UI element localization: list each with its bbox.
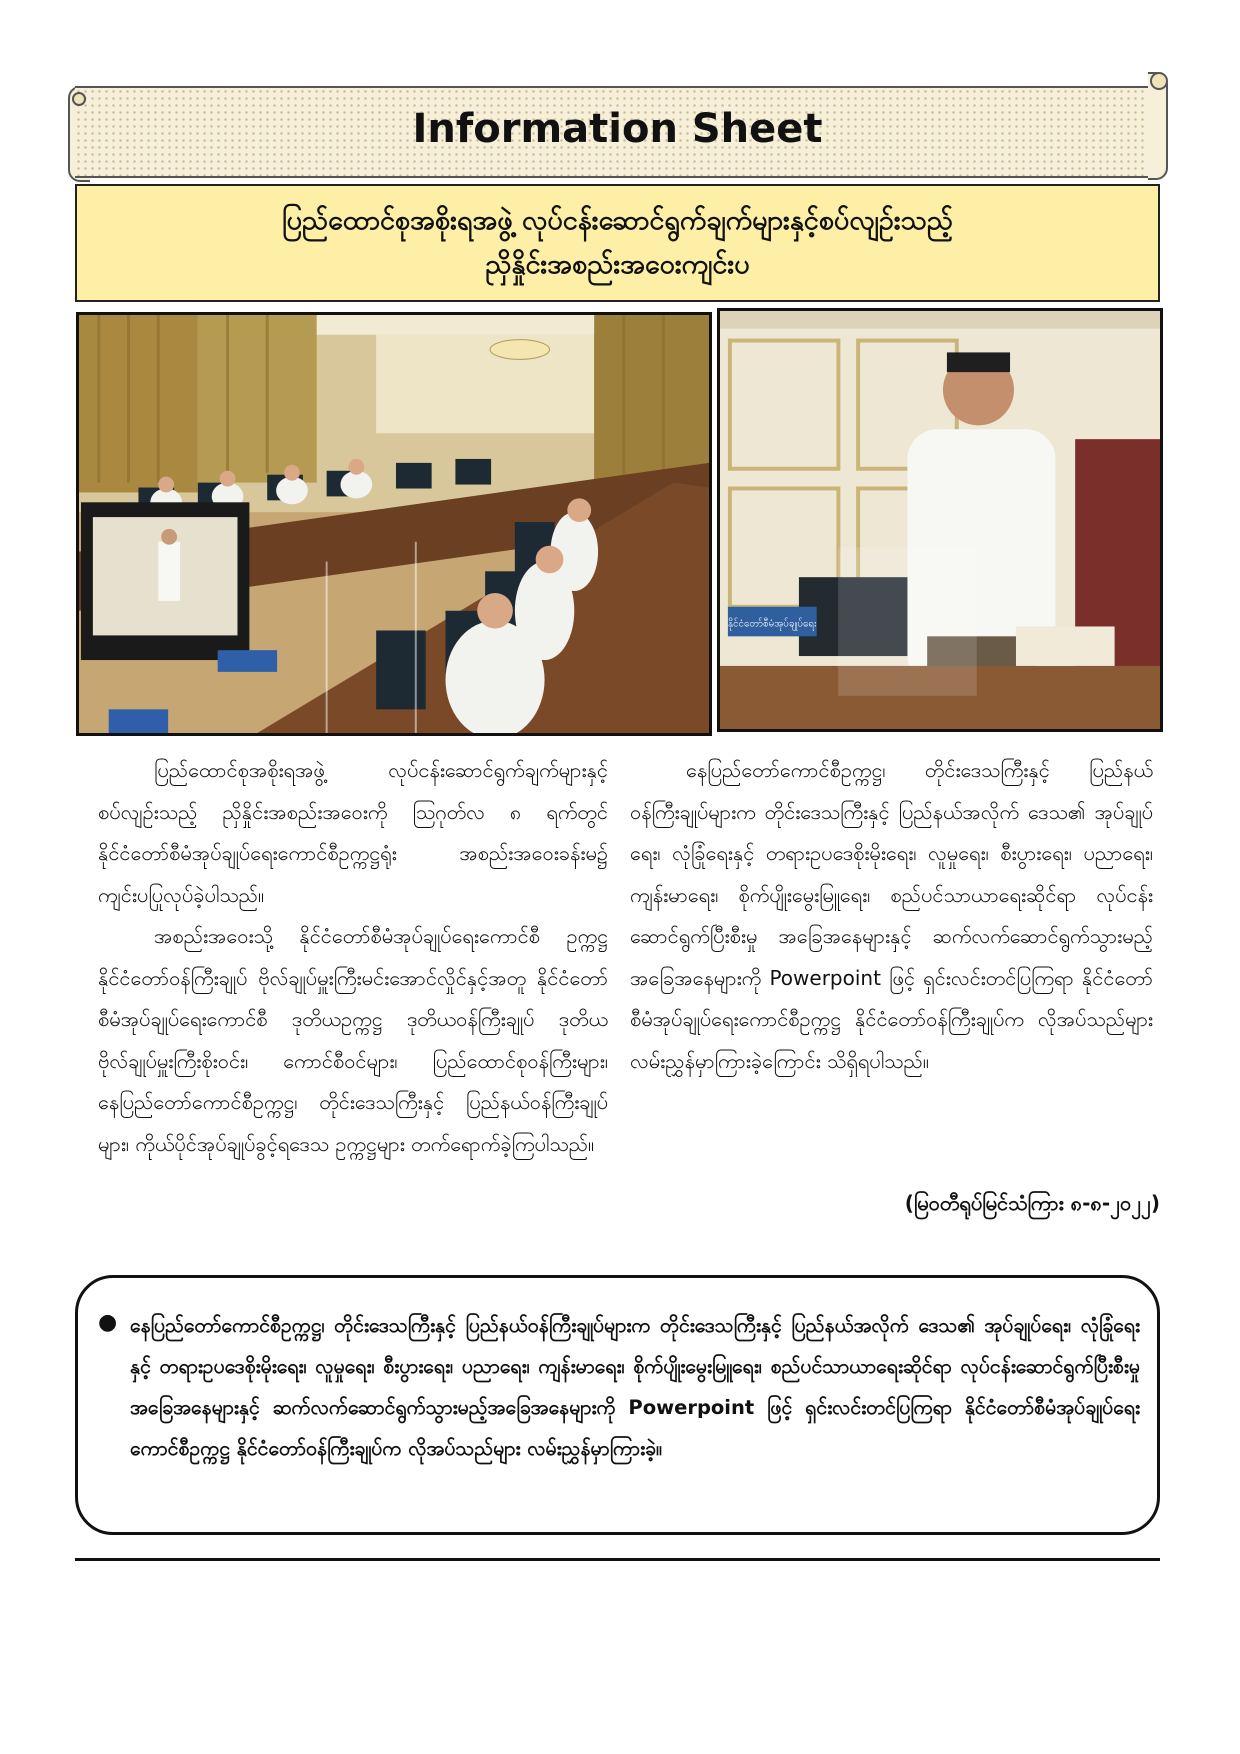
bottom-divider — [75, 1558, 1160, 1561]
news-source: (မြဝတီရုပ်မြင်သံကြား ၈-၈-၂၀၂၂) — [904, 1191, 1160, 1215]
article-column-left — [98, 750, 608, 1165]
summary-text: နေပြည်တော်ကောင်စီဥက္ကဋ္ဌ၊ တိုင်းဒေသကြီးနှင့် ပြည်နယ်ဝန်ကြီးချုပ်များက တိုင်းဒေသကြီးနှင့် ပြည်နယ်အလိုက် ဒေသ၏ အုပ်ချုပ်ရေး၊ လုံခြုံရေးနှင့် တရားဥပဒေစိုးမိုးရေး၊ လူမှုရေး၊ စီးပွားရေး၊ ပညာရေး၊ ကျန်းမာရေး၊ စိုက်ပျိုးမွေးမြူရေး၊ စည်ပင်သာယာရေးဆိုင်ရာ လုပ်ငန်းဆောင်ရွက်ပြီးစီးမှုအခြေအနေများနှင့် ဆက်လက်ဆောင်ရွက်သွားမည့်အခြေအနေများကို Powerpoint ဖြင့် ရှင်းလင်းတင်ပြကြရာ နိုင်ငံတော်စီမံအုပ်ချုပ်ရေးကောင်စီဥက္ကဋ္ဌ နိုင်ငံတော်ဝန်ကြီးချုပ်က လိုအပ်သည်များ လမ်းညွှန်မှာကြားခဲ့။ — [130, 1314, 1140, 1460]
bullet-icon: ● — [98, 1310, 118, 1335]
page-title: Information Sheet — [412, 106, 823, 152]
title-banner — [75, 86, 1160, 178]
article-column-right — [630, 750, 1153, 1082]
scroll-curl-left-icon — [72, 92, 86, 106]
headline-line-1: ပြည်ထောင်စုအစိုးရအဖွဲ့ လုပ်ငန်းဆောင်ရွက်ချက်များနှင့်စပ်လျဉ်းသည့် — [282, 205, 953, 236]
article-paragraph: အစည်းအဝေးသို့ နိုင်ငံတော်စီမံအုပ်ချုပ်ရေးကောင်စီ ဥက္ကဋ္ဌ နိုင်ငံတော်ဝန်ကြီးချုပ် ဗိုလ်ချုပ်မှူးကြီးမင်းအောင်လှိုင်နှင့်အတူ နိုင်ငံတော်စီမံအုပ်ချုပ်ရေးကောင်စီ ဒုတိယဥက္ကဋ္ဌ ဒုတိယဝန်ကြီးချုပ် ဒုတိယဗိုလ်ချုပ်မှူးကြီးစိုးဝင်း၊ ကောင်စီဝင်များ၊ ပြည်ထောင်စုဝန်ကြီးများ၊ နေပြည်တော်ကောင်စီဥက္ကဋ္ဌ၊ တိုင်းဒေသကြီးနှင့် ပြည်နယ်ဝန်ကြီးချုပ်များ၊ ကိုယ်ပိုင်အုပ်ချုပ်ခွင့်ရဒေသ ဥက္ကဋ္ဌများ တက်ရောက်ခဲ့ကြပါသည်။ — [98, 924, 608, 1156]
headline-line-2: ညှိနှိုင်းအစည်းအဝေးကျင်းပ — [485, 249, 750, 280]
meeting-hall-illustration — [79, 315, 709, 733]
article-paragraph: ပြည်ထောင်စုအစိုးရအဖွဲ့ လုပ်ငန်းဆောင်ရွက်ချက်များနှင့်စပ်လျဉ်းသည့် ညှိနှိုင်းအစည်းအဝေးကို ဩဂုတ်လ ၈ ရက်တွင် နိုင်ငံတော်စီမံအုပ်ချုပ်ရေးကောင်စီဥက္ကဋ္ဌရုံး အစည်းအဝေးခန်းမ၌ ကျင်းပပြုလုပ်ခဲ့ပါသည်။ — [98, 758, 608, 907]
speaker-photo — [717, 308, 1163, 732]
article-paragraph: နေပြည်တော်ကောင်စီဥက္ကဋ္ဌ၊ တိုင်းဒေသကြီးနှင့် ပြည်နယ်ဝန်ကြီးချုပ်များက တိုင်းဒေသကြီးနှင့် ပြည်နယ်အလိုက် ဒေသ၏ အုပ်ချုပ်ရေး၊ လုံခြုံရေးနှင့် တရားဥပဒေစိုးမိုးရေး၊ လူမှုရေး၊ စီးပွားရေး၊ ပညာရေး၊ ကျန်းမာရေး၊ စိုက်ပျိုးမွေးမြူရေး၊ စည်ပင်သာယာရေးဆိုင်ရာ လုပ်ငန်းဆောင်ရွက်ပြီးစီးမှု အခြေအနေများနှင့် ဆက်လက်ဆောင်ရွက်သွားမည့် အခြေအနေများကို Powerpoint ဖြင့် ရှင်းလင်းတင်ပြကြရာ နိုင်ငံတော်စီမံအုပ်ချုပ်ရေးကောင်စီဥက္ကဋ္ဌ နိုင်ငံတော်ဝန်ကြီးချုပ်က လိုအပ်သည်များ လမ်းညွှန်မှာကြားခဲ့ကြောင်း သိရှိရပါသည်။ — [630, 758, 1153, 1073]
meeting-hall-photo — [76, 312, 712, 736]
nameplate-text: နိုင်ငံတော်စီမံအုပ်ချုပ်ရေး — [727, 618, 817, 630]
scroll-curl-icon — [1150, 72, 1168, 90]
headline-box — [75, 184, 1160, 302]
speaker-illustration — [720, 311, 1160, 729]
